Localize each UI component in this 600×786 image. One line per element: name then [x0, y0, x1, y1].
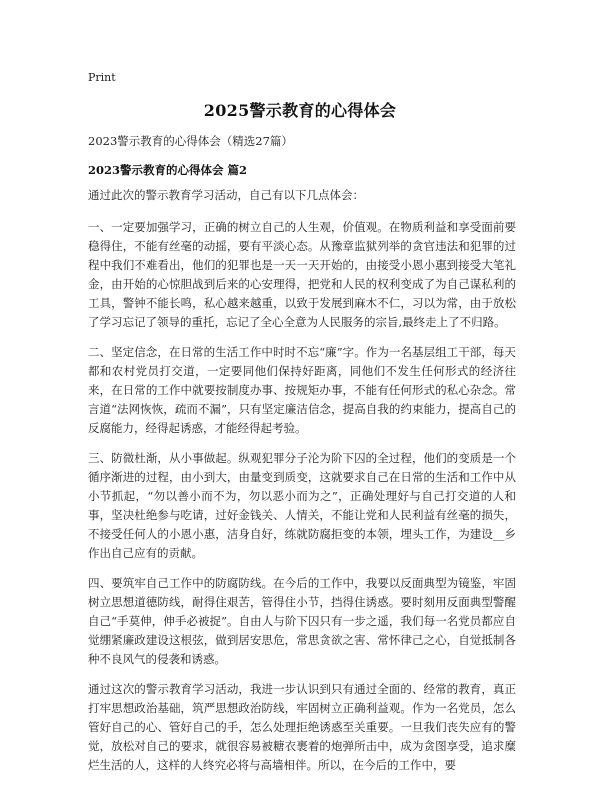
paragraph-point-4: 四、要筑牢自己工作中的防腐防线。在今后的工作中，我要以反面典型为镜鉴，牢固树立思想道德防线，耐得住艰苦，管得住小节，挡得住诱惑。要时刻用反面典型警醒自己“手莫伸，伸手必被捉”。自由人与阶下囚只有一步之遥，我们每一名党员都应自觉绷紧廉政建设这根弦，做到居安思危，常思贪欲之害、常怀律己之心，自觉抵制各种不良风气的侵袭和诱惑。	[88, 576, 516, 666]
article-body	[88, 186, 516, 786]
paragraph-intro: 通过此次的警示教育学习活动，自己有以下几点体会：	[88, 188, 364, 202]
print-label[interactable]: Print	[88, 71, 116, 84]
section-heading: 2023警示教育的心得体会 篇2	[88, 163, 248, 177]
paragraph-point-1: 一、一定要加强学习，正确的树立自己的人生观，价值观。在物质利益和享受面前要稳得住，不能有丝毫的动摇，要有平淡心态。从豫章监狱列举的贪官违法和犯罪的过程中我们不难看出，他们的犯罪也是一天一天开始的，由接受小恩小惠到接受大笔礼金，由开始的心惊胆战到后来的心安理得，把党和人民的权利变成了为自己谋私利的工具，警钟不能长鸣，私心越来越重，以致于发展到麻木不仁，习以为常，由于放松了学习忘记了领导的重托，忘记了全心全意为人民服务的宗旨,最终走上了不归路。	[88, 220, 516, 329]
paragraph-conclusion: 通过这次的警示教育学习活动，我进一步认识到只有通过全面的、经常的教育，真正打牢思想政治基础，筑严思想政治防线，牢固树立正确利益观。作为一名党员，怎么管好自己的心、管好自己的手，怎么处理拒绝诱惑至关重要。一旦我们丧失应有的警觉，放松对自己的要求，就很容易被糖衣裹着的炮弹所击中，成为贪图享受，追求糜烂生活的人，这样的人终究必将与高墙相伴。所以，在今后的工作中，要	[88, 682, 516, 772]
page-title: 2025警示教育的心得体会	[203, 101, 397, 120]
paragraph-point-2: 二、坚定信念，在日常的生活工作中时时不忘“廉”字。作为一名基层组工干部，每天都和农村党员打交道，一定要同他们保持好距离，同他们不发生任何形式的经济往来，在日常的工作中就要按制度办事、按规矩办事，不能有任何形式的私心杂念。常言道“法网恢恢，疏而不漏”，只有坚定廉洁信念，提高自我的约束能力，提高自己的反腐能力，经得起诱惑，才能经得起考验。	[88, 345, 516, 435]
paragraph-point-3: 三、防微杜渐，从小事做起。纵观犯罪分子沦为阶下囚的全过程，他们的变质是一个循序渐进的过程，由小到大，由量变到质变，这就要求自己在日常的生活和工作中从小节抓起，“勿以善小而不为，勿以恶小而为之”，正确处理好与自己打交道的人和事，坚决杜绝参与吃请，过好金钱关、人情关，不能让党和人民利益有丝毫的损失，不接受任何人的小恩小惠，洁身自好，练就防腐拒变的本领，埋头工作，为建设__乡作出自己应有的贡献。	[88, 451, 516, 560]
document-subtitle: 2023警示教育的心得体会（精选27篇）	[88, 134, 293, 148]
